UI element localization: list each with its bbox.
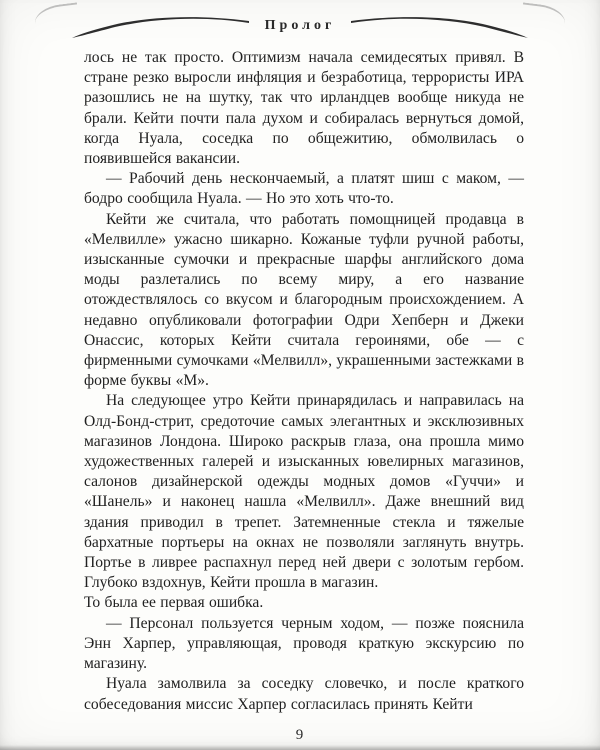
flourish-left-icon <box>69 12 251 40</box>
paragraph: — Рабочий день нескончаемый, а платят шиш с маком, — бодро сообщила Нуала. — Но это хоть что-то. <box>84 170 524 208</box>
text-block <box>84 48 524 715</box>
page-number: 9 <box>295 727 305 743</box>
paragraph: То была ее первая ошибка. <box>84 594 264 612</box>
flourish-right-icon <box>349 12 531 40</box>
paragraph: лось не так просто. Оптимизм начала семидесятых привял. В стране резко выросли инфляция и безработица, террористы ИРА разошлись не на шутку, так что ирландцев вообще никуда не брали. Кейти почти пала духом и собиралась вернуться домой, когда Нуала, соседка по общежитию, обмолвилась о появившейся вакансии. <box>84 49 524 168</box>
chapter-title: Пролог <box>264 18 336 33</box>
scan-edge-bottom <box>0 745 600 750</box>
paragraph: На следующее утро Кейти принарядилась и направилась на Олд-Бонд-стрит, средоточие самых элегантных и эксклюзивных магазинов Лондона. Широко раскрыв глаза, она прошла мимо художественных галерей и изысканных ювелирных магазинов, салонов дизайнерской одежды модных домов «Гуччи» и «Шанель» и наконец нашла «Мелвилл». Даже внешний вид здания приводил в трепет. Затемненные стекла и тяжелые бархатные портьеры на окнах не позволяли заглянуть внутрь. Портье в ливрее распахнул перед ней двери с золотым гербом. Глубоко вздохнув, Кейти прошла в магазин. <box>84 392 524 592</box>
chapter-header <box>0 10 600 42</box>
paragraph: Нуала замолвила за соседку словечко, и после краткого собеседования миссис Харпер согласилась принять Кейти <box>84 675 524 713</box>
page-footer <box>0 726 600 744</box>
paragraph: Кейти же считала, что работать помощницей продавца в «Мелвилле» ужасно шикарно. Кожаные туфли ручной работы, изысканные сумочки и прекрасные шарфы английского дома моды разлетались по всему миру, а его название отождествлялось со вкусом и благородным происхождением. А недавно опубликовали фотографии Одри Хепберн и Джеки Онассис, которых Кейти считала героинями, обе — с фирменными сумочками «Мелвилл», украшенными застежками в форме буквы «М». <box>84 210 524 390</box>
paragraph: — Персонал пользуется черным ходом, — позже пояснила Энн Харпер, управляющая, проводя краткую экскурсию по магазину. <box>84 614 524 673</box>
